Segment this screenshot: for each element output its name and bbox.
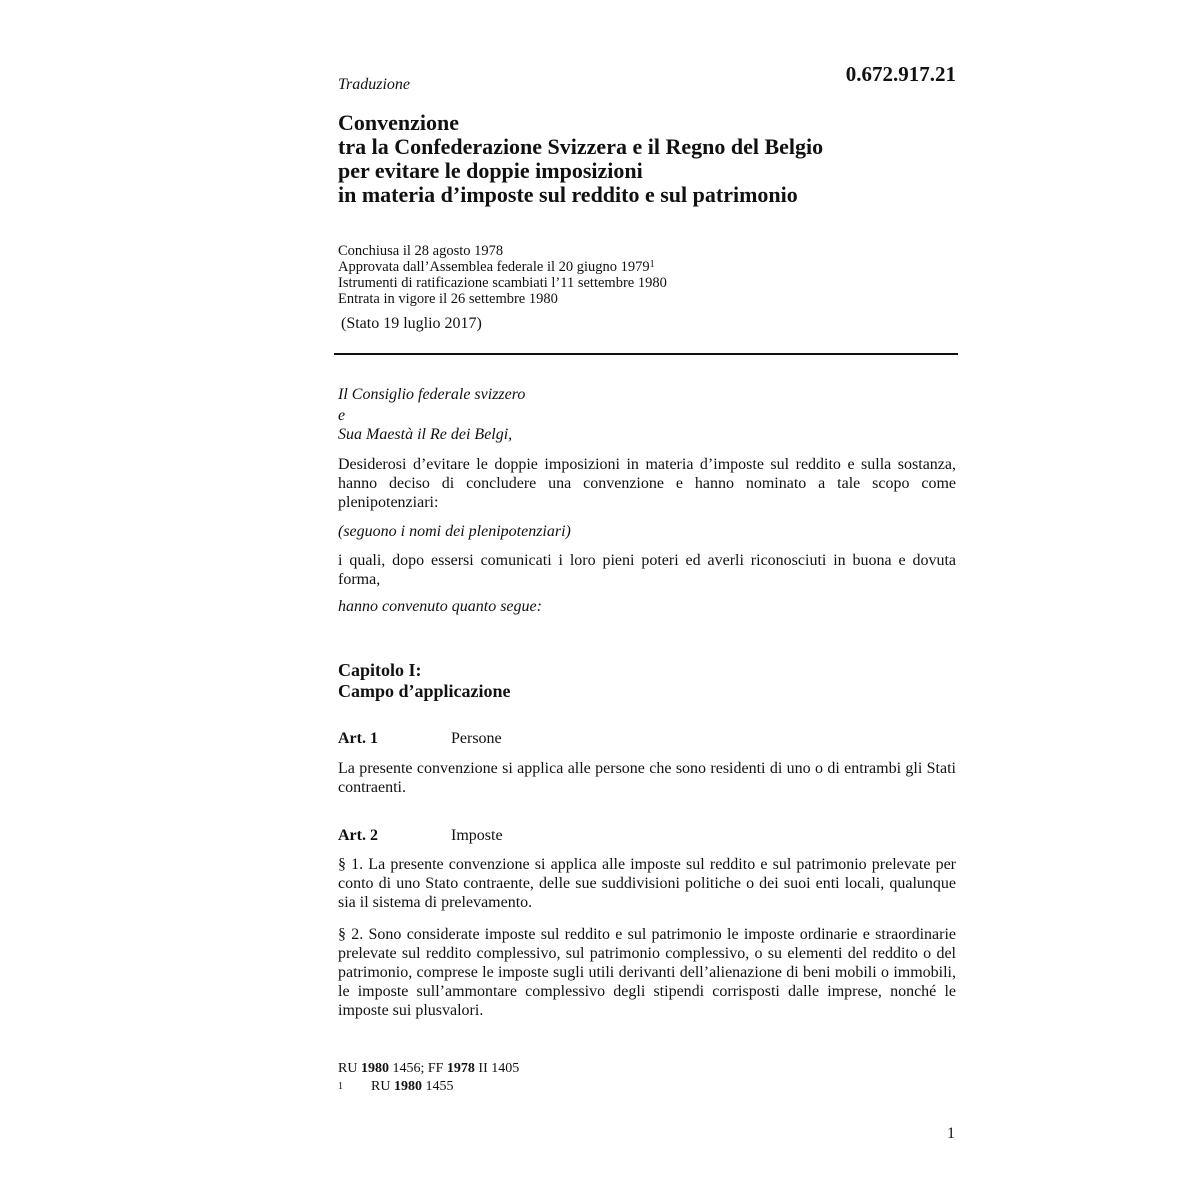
article-paragraph: La presente convenzione si applica alle persone che sono residenti di uno o di entrambi gli Stati contraenti. bbox=[338, 760, 956, 796]
document-metadata bbox=[338, 243, 667, 307]
divider bbox=[334, 353, 958, 355]
in-force-date: Entrata in vigore il 26 settembre 1980 bbox=[338, 291, 558, 307]
title-line: Convenzione bbox=[338, 110, 459, 135]
page-number: 1 bbox=[947, 1125, 955, 1142]
source-note bbox=[338, 1060, 519, 1077]
footnote-prefix: RU bbox=[371, 1079, 391, 1094]
chapter-label: Capitolo I: bbox=[338, 660, 422, 680]
article-number: Art. 2 bbox=[338, 827, 378, 844]
chapter-title: Campo d’applicazione bbox=[338, 681, 511, 701]
party-1: Il Consiglio federale svizzero bbox=[338, 386, 526, 403]
preamble-agreed: hanno convenuto quanto segue: bbox=[338, 598, 542, 615]
article-heading bbox=[338, 730, 502, 748]
article-title: Persone bbox=[451, 730, 502, 747]
party-2: Sua Maestà il Re dei Belgi, bbox=[338, 426, 513, 443]
translation-label: Traduzione bbox=[338, 76, 411, 93]
article-heading bbox=[338, 827, 503, 845]
approval-date bbox=[338, 259, 667, 275]
title-line: in materia d’imposte sul reddito e sul patrimonio bbox=[338, 182, 798, 207]
footnote-year: 1980 bbox=[393, 1079, 422, 1094]
source-ru-prefix: RU bbox=[338, 1061, 358, 1076]
document-number: 0.672.917.21 bbox=[845, 62, 956, 86]
chapter-heading bbox=[338, 660, 511, 702]
footnote-ref[interactable]: 1 bbox=[649, 259, 655, 270]
concluded-date: Conchiusa il 28 agosto 1978 bbox=[338, 243, 504, 259]
source-ru-rest: 1456; FF bbox=[392, 1061, 444, 1076]
article-paragraph: § 2. Sono considerate imposte sul reddito e sul patrimonio le imposte ordinarie e straordinarie prelevate sul reddito complessivo, sul patrimonio complessivo, o su elementi del reddito o del patrimonio, comprese le imposte sugli utili derivanti dell’alienazione di beni mobili o immobili, le imposte sull’ammontare complessivo degli stipendi corrisposti dalle imprese, nonché le imposte sui plusvalori. bbox=[338, 926, 956, 1019]
plenipotentiaries-note: (seguono i nomi dei plenipotenziari) bbox=[338, 523, 571, 540]
source-ff-year: 1978 bbox=[446, 1061, 475, 1076]
footnote-rest: 1455 bbox=[425, 1079, 454, 1094]
article-paragraph: § 1. La presente convenzione si applica alle imposte sul reddito e sul patrimonio prelevate per conto di uno Stato contraente, delle sue suddivisioni politiche o dei suoi enti locali, qualunque sia il sistema di prelevamento. bbox=[338, 856, 956, 911]
document-title bbox=[338, 111, 958, 207]
title-line: per evitare le doppie imposizioni bbox=[338, 158, 643, 183]
preamble-desire: Desiderosi d’evitare le doppie imposizioni in materia d’imposte sul reddito e sulla sostanza, hanno deciso di concludere una convenzione e hanno nominato a tale scopo come plenipotenziari: bbox=[338, 456, 956, 511]
status-date: (Stato 19 luglio 2017) bbox=[341, 315, 482, 332]
conjunction: e bbox=[338, 407, 346, 424]
ratification-date: Istrumenti di ratificazione scambiati l’11 settembre 1980 bbox=[338, 275, 667, 291]
footnote-1 bbox=[338, 1078, 453, 1095]
preamble-powers: i quali, dopo essersi comunicati i loro pieni poteri ed averli riconosciuti in buona e dovuta forma, bbox=[338, 552, 956, 588]
title-line: tra la Confederazione Svizzera e il Regno del Belgio bbox=[338, 134, 824, 159]
article-title: Imposte bbox=[451, 827, 503, 844]
article-number: Art. 1 bbox=[338, 730, 378, 747]
approval-text: Approvata dall’Assemblea federale il 20 giugno 1979 bbox=[338, 259, 650, 275]
source-ff-rest: II 1405 bbox=[478, 1061, 520, 1076]
source-ru-year: 1980 bbox=[360, 1061, 389, 1076]
footnote-mark: 1 bbox=[338, 1081, 343, 1092]
